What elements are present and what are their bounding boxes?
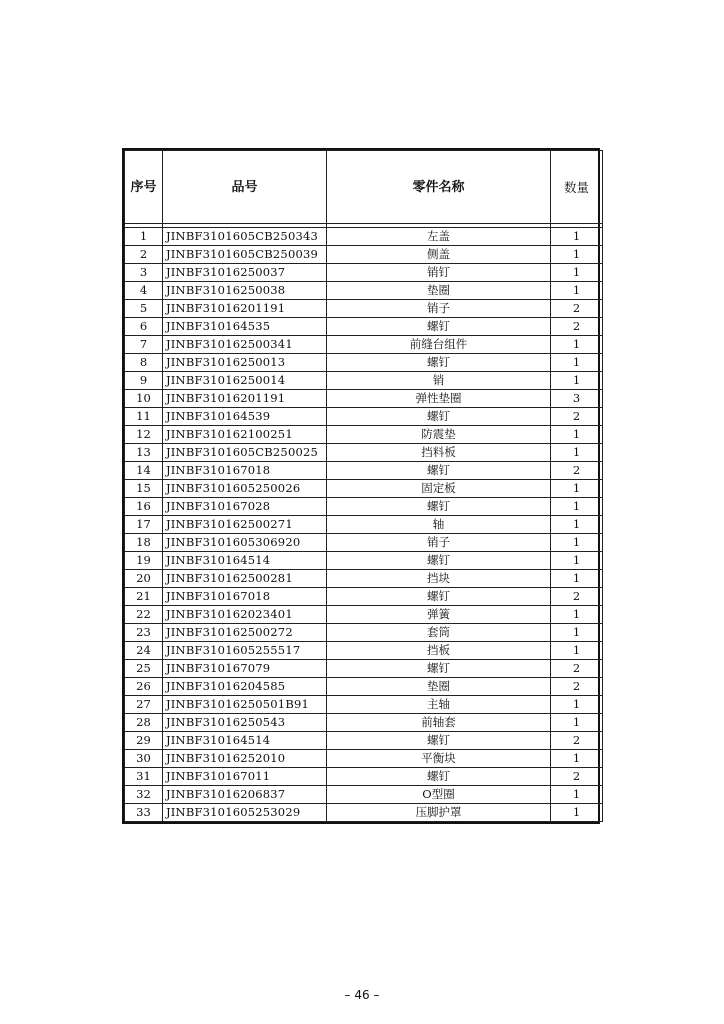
table-row <box>125 696 603 714</box>
row-part-code: JINBF31016250543 <box>163 714 327 732</box>
row-part-code: JINBF310167018 <box>163 462 327 480</box>
row-part-name: O型圈 <box>327 786 551 804</box>
table-row <box>125 426 603 444</box>
row-quantity: 1 <box>551 246 603 264</box>
row-quantity: 1 <box>551 696 603 714</box>
row-quantity: 2 <box>551 768 603 786</box>
table-row <box>125 480 603 498</box>
row-part-name: 弹性垫圈 <box>327 390 551 408</box>
table-row <box>125 804 603 822</box>
row-quantity: 2 <box>551 588 603 606</box>
table-row <box>125 552 603 570</box>
row-part-code: JINBF310162500281 <box>163 570 327 588</box>
row-quantity: 1 <box>551 552 603 570</box>
table-row <box>125 642 603 660</box>
row-part-name: 主轴 <box>327 696 551 714</box>
row-part-code: JINBF31016201191 <box>163 300 327 318</box>
row-part-code: JINBF310162023401 <box>163 606 327 624</box>
table-row <box>125 408 603 426</box>
row-quantity: 1 <box>551 480 603 498</box>
row-serial-number: 1 <box>125 228 163 246</box>
table-body <box>125 224 603 822</box>
row-serial-number: 28 <box>125 714 163 732</box>
row-quantity: 1 <box>551 786 603 804</box>
row-part-code: JINBF310162500341 <box>163 336 327 354</box>
table-row <box>125 588 603 606</box>
header-part-code: 品号 <box>163 151 327 224</box>
table-row <box>125 246 603 264</box>
table-row <box>125 372 603 390</box>
row-serial-number: 29 <box>125 732 163 750</box>
row-part-name: 垫圈 <box>327 678 551 696</box>
table-row <box>125 606 603 624</box>
row-quantity: 1 <box>551 534 603 552</box>
row-quantity: 2 <box>551 408 603 426</box>
row-serial-number: 9 <box>125 372 163 390</box>
row-part-code: JINBF31016204585 <box>163 678 327 696</box>
row-part-name: 销子 <box>327 534 551 552</box>
parts-list-table <box>122 148 600 824</box>
row-part-name: 垫圈 <box>327 282 551 300</box>
table-row <box>125 282 603 300</box>
row-part-code: JINBF31016250013 <box>163 354 327 372</box>
row-quantity: 2 <box>551 678 603 696</box>
row-part-name: 固定板 <box>327 480 551 498</box>
row-part-code: JINBF31016201191 <box>163 390 327 408</box>
row-quantity: 1 <box>551 372 603 390</box>
row-part-name: 压脚护罩 <box>327 804 551 822</box>
table-row <box>125 516 603 534</box>
table-row <box>125 570 603 588</box>
table-row <box>125 786 603 804</box>
table-row <box>125 498 603 516</box>
row-serial-number: 20 <box>125 570 163 588</box>
row-part-name: 螺钉 <box>327 354 551 372</box>
row-part-code: JINBF310162500272 <box>163 624 327 642</box>
row-part-code: JINBF3101605250026 <box>163 480 327 498</box>
row-quantity: 1 <box>551 624 603 642</box>
row-quantity: 3 <box>551 390 603 408</box>
row-serial-number: 18 <box>125 534 163 552</box>
table-row <box>125 660 603 678</box>
row-serial-number: 33 <box>125 804 163 822</box>
row-part-name: 前轴套 <box>327 714 551 732</box>
row-part-name: 螺钉 <box>327 552 551 570</box>
row-part-name: 螺钉 <box>327 498 551 516</box>
row-quantity: 1 <box>551 642 603 660</box>
row-part-code: JINBF3101605255517 <box>163 642 327 660</box>
row-part-code: JINBF31016250037 <box>163 264 327 282</box>
row-part-name: 螺钉 <box>327 660 551 678</box>
row-part-name: 销 <box>327 372 551 390</box>
row-part-code: JINBF31016250038 <box>163 282 327 300</box>
row-part-name: 弹簧 <box>327 606 551 624</box>
table-row <box>125 624 603 642</box>
row-part-name: 轴 <box>327 516 551 534</box>
table-row <box>125 768 603 786</box>
row-quantity: 1 <box>551 750 603 768</box>
row-serial-number: 4 <box>125 282 163 300</box>
row-part-code: JINBF310167079 <box>163 660 327 678</box>
row-part-code: JINBF3101605CB250343 <box>163 228 327 246</box>
row-part-name: 挡块 <box>327 570 551 588</box>
row-serial-number: 21 <box>125 588 163 606</box>
row-serial-number: 5 <box>125 300 163 318</box>
row-quantity: 1 <box>551 282 603 300</box>
row-part-name: 螺钉 <box>327 768 551 786</box>
row-part-code: JINBF310167018 <box>163 588 327 606</box>
row-serial-number: 30 <box>125 750 163 768</box>
row-quantity: 2 <box>551 462 603 480</box>
row-quantity: 2 <box>551 300 603 318</box>
row-quantity: 1 <box>551 354 603 372</box>
row-serial-number: 27 <box>125 696 163 714</box>
row-quantity: 2 <box>551 732 603 750</box>
table-row <box>125 264 603 282</box>
row-serial-number: 25 <box>125 660 163 678</box>
row-part-code: JINBF31016206837 <box>163 786 327 804</box>
row-serial-number: 31 <box>125 768 163 786</box>
table-row <box>125 354 603 372</box>
row-quantity: 1 <box>551 426 603 444</box>
row-quantity: 1 <box>551 804 603 822</box>
row-quantity: 1 <box>551 606 603 624</box>
row-quantity: 1 <box>551 570 603 588</box>
row-part-name: 销子 <box>327 300 551 318</box>
row-serial-number: 10 <box>125 390 163 408</box>
row-part-name: 螺钉 <box>327 732 551 750</box>
row-quantity: 1 <box>551 516 603 534</box>
row-part-name: 螺钉 <box>327 588 551 606</box>
header-quantity: 数量 <box>551 151 603 224</box>
row-serial-number: 14 <box>125 462 163 480</box>
table-row <box>125 462 603 480</box>
row-serial-number: 7 <box>125 336 163 354</box>
row-serial-number: 26 <box>125 678 163 696</box>
row-serial-number: 8 <box>125 354 163 372</box>
row-quantity: 2 <box>551 318 603 336</box>
row-part-code: JINBF3101605306920 <box>163 534 327 552</box>
row-part-code: JINBF310162500271 <box>163 516 327 534</box>
table-header-row <box>125 151 603 224</box>
row-quantity: 1 <box>551 264 603 282</box>
row-quantity: 2 <box>551 660 603 678</box>
page-number: – 46 – <box>344 988 380 1002</box>
row-quantity: 1 <box>551 714 603 732</box>
row-quantity: 1 <box>551 444 603 462</box>
row-serial-number: 15 <box>125 480 163 498</box>
row-serial-number: 23 <box>125 624 163 642</box>
row-serial-number: 32 <box>125 786 163 804</box>
row-part-code: JINBF310164535 <box>163 318 327 336</box>
table-row <box>125 300 603 318</box>
table-row <box>125 390 603 408</box>
row-part-name: 左盖 <box>327 228 551 246</box>
row-part-name: 销钉 <box>327 264 551 282</box>
row-part-name: 侧盖 <box>327 246 551 264</box>
row-serial-number: 13 <box>125 444 163 462</box>
row-part-name: 平衡块 <box>327 750 551 768</box>
header-part-name: 零件名称 <box>327 151 551 224</box>
table-row <box>125 750 603 768</box>
row-serial-number: 24 <box>125 642 163 660</box>
row-part-code: JINBF310164539 <box>163 408 327 426</box>
row-serial-number: 22 <box>125 606 163 624</box>
row-part-name: 挡料板 <box>327 444 551 462</box>
table-row <box>125 534 603 552</box>
row-serial-number: 16 <box>125 498 163 516</box>
row-part-code: JINBF310164514 <box>163 732 327 750</box>
row-serial-number: 11 <box>125 408 163 426</box>
row-serial-number: 2 <box>125 246 163 264</box>
row-serial-number: 19 <box>125 552 163 570</box>
table-row <box>125 336 603 354</box>
row-part-code: JINBF310167028 <box>163 498 327 516</box>
row-part-code: JINBF3101605CB250025 <box>163 444 327 462</box>
row-part-code: JINBF3101605CB250039 <box>163 246 327 264</box>
table-row <box>125 318 603 336</box>
row-part-code: JINBF3101605253029 <box>163 804 327 822</box>
row-part-code: JINBF310162100251 <box>163 426 327 444</box>
row-part-name: 螺钉 <box>327 318 551 336</box>
row-part-name: 套筒 <box>327 624 551 642</box>
row-quantity: 1 <box>551 498 603 516</box>
row-part-code: JINBF31016250501B91 <box>163 696 327 714</box>
table-row <box>125 678 603 696</box>
row-part-name: 挡板 <box>327 642 551 660</box>
row-serial-number: 6 <box>125 318 163 336</box>
row-part-code: JINBF310167011 <box>163 768 327 786</box>
row-part-code: JINBF31016250014 <box>163 372 327 390</box>
row-part-name: 螺钉 <box>327 462 551 480</box>
row-quantity: 1 <box>551 228 603 246</box>
table-row <box>125 714 603 732</box>
row-part-name: 防震垫 <box>327 426 551 444</box>
row-part-name: 前缝台组件 <box>327 336 551 354</box>
row-serial-number: 3 <box>125 264 163 282</box>
row-part-name: 螺钉 <box>327 408 551 426</box>
header-serial-number: 序号 <box>125 151 163 224</box>
row-part-code: JINBF31016252010 <box>163 750 327 768</box>
table-row <box>125 444 603 462</box>
table-row <box>125 732 603 750</box>
row-part-code: JINBF310164514 <box>163 552 327 570</box>
table-row <box>125 228 603 246</box>
row-serial-number: 17 <box>125 516 163 534</box>
row-quantity: 1 <box>551 336 603 354</box>
row-serial-number: 12 <box>125 426 163 444</box>
